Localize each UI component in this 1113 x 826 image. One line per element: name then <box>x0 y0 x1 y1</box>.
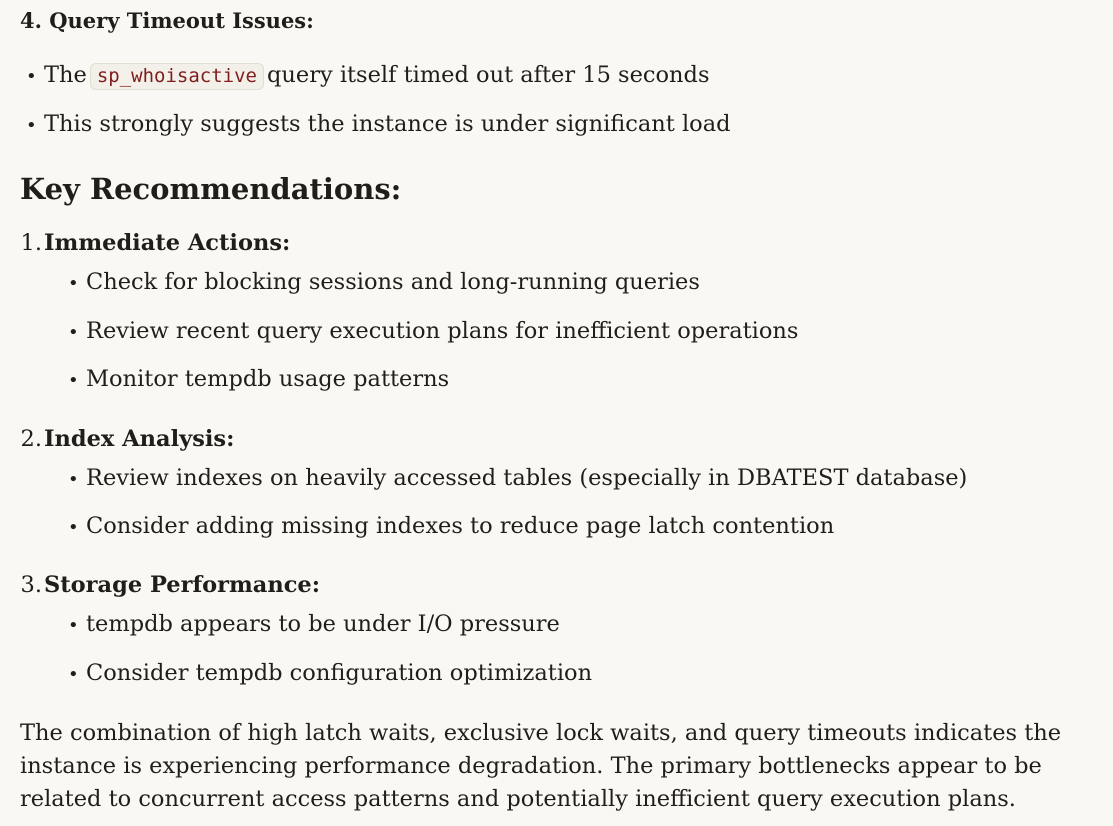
conclusion-paragraph: The combination of high latch waits, exclusive lock waits, and query timeouts indicates the instance is experiencing performance degradation. The primary bottlenecks appear to be related to concurrent access patterns and potentially inefficient query execution plans. <box>20 720 1062 812</box>
bullet-icon: • <box>68 370 79 391</box>
bullet-icon: • <box>68 273 79 294</box>
bullet-icon: • <box>68 664 79 685</box>
list-item: • Monitor tempdb usage patterns <box>68 364 449 396</box>
page-title: Key Recommendations: <box>20 172 402 206</box>
list-item: • Consider adding missing indexes to reduce page latch contention <box>68 511 834 543</box>
list-item: • Check for blocking sessions and long-running queries <box>68 267 700 299</box>
bullet-icon: • <box>68 322 79 343</box>
list-item: • tempdb appears to be under I/O pressure <box>68 609 560 641</box>
bullet-icon: • <box>68 469 79 490</box>
numbered-item-title: Storage Performance: <box>44 572 321 598</box>
bullet-icon: • <box>68 517 79 538</box>
list-item: • Consider tempdb configuration optimization <box>68 658 592 690</box>
inline-code: sp_whoisactive <box>90 63 264 90</box>
numbered-item: 1.Immediate Actions: <box>20 230 291 256</box>
list-item: • Review recent query execution plans for inefficient operations <box>68 316 798 348</box>
list-item: • The sp_whoisactive query itself timed out after 15 seconds <box>26 60 710 92</box>
numbered-item: 2.Index Analysis: <box>20 426 235 452</box>
bullet-icon: • <box>26 115 37 136</box>
numbered-item: 3.Storage Performance: <box>20 572 321 598</box>
list-item: • Review indexes on heavily accessed tables (especially in DBATEST database) <box>68 463 967 495</box>
list-item: • This strongly suggests the instance is under significant load <box>26 109 731 141</box>
numbered-item-title: Index Analysis: <box>44 426 235 452</box>
section-heading-query-timeout: 4. Query Timeout Issues: <box>20 8 314 33</box>
bullet-icon: • <box>26 66 37 87</box>
numbered-item-title: Immediate Actions: <box>44 230 291 256</box>
bullet-icon: • <box>68 615 79 636</box>
